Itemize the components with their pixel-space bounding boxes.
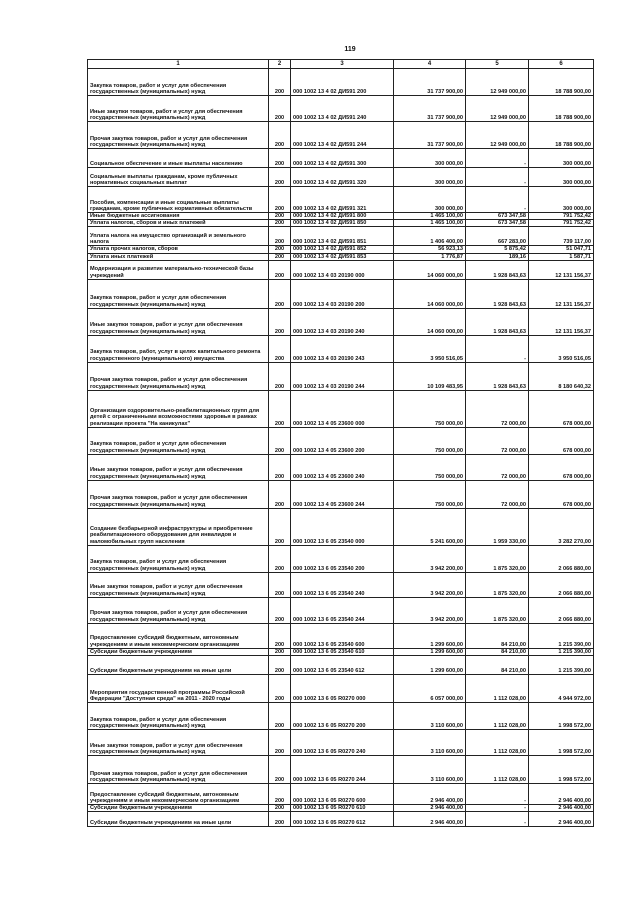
row-plan-cell: 1 465 100,00 [394, 220, 466, 227]
row-classification-cell: 000 1002 13 4 02 ДИ591 852 [291, 246, 394, 253]
row-plan-cell: 1 299 600,00 [394, 648, 466, 655]
row-name-cell: Уплата налога на имущество организаций и земельного налога [88, 227, 269, 246]
row-classification-cell: 000 1002 13 6 05 R0270 000 [291, 675, 394, 703]
row-remainder-cell: 8 180 640,32 [529, 362, 594, 390]
row-classification-cell: 000 1002 13 6 05 23540 612 [291, 656, 394, 675]
row-code-cell: 200 [269, 187, 291, 213]
table-row [88, 308, 594, 335]
row-classification-cell: 000 1002 13 6 05 R0270 244 [291, 756, 394, 784]
row-code-cell: 200 [269, 675, 291, 703]
row-classification-cell: 000 1002 13 4 02 ДИ591 800 [291, 213, 394, 220]
row-name-cell: Субсидии бюджетным учреждениям [88, 805, 269, 812]
row-executed-cell: 1 112 028,00 [466, 756, 529, 784]
row-executed-cell: 673 347,58 [466, 220, 529, 227]
row-classification-cell: 000 1002 13 4 03 20190 244 [291, 362, 394, 390]
row-remainder-cell: 678 000,00 [529, 480, 594, 508]
table-row [88, 572, 594, 597]
row-name-cell: Предоставление субсидий бюджетным, автономным учреждениям и иным некоммерческим организациям [88, 623, 269, 648]
table-row [88, 675, 594, 703]
row-classification-cell: 000 1002 13 6 05 23540 600 [291, 623, 394, 648]
row-remainder-cell: 12 131 156,37 [529, 260, 594, 279]
row-remainder-cell: 678 000,00 [529, 427, 594, 454]
row-plan-cell: 3 110 600,00 [394, 703, 466, 730]
row-name-cell: Организация оздоровительно-реабилитационных групп для детей с ограниченными возможностями здоровья в рамках реализации проекта "На каникулах" [88, 390, 269, 427]
row-executed-cell: 84 210,00 [466, 623, 529, 648]
row-plan-cell: 5 241 600,00 [394, 508, 466, 545]
row-name-cell: Социальные выплаты гражданам, кроме публичных нормативных социальных выплат [88, 168, 269, 187]
table-row [88, 784, 594, 805]
row-name-cell: Уплата иных платежей [88, 253, 269, 260]
row-code-cell: 200 [269, 480, 291, 508]
row-remainder-cell: 1 998 572,00 [529, 756, 594, 784]
row-classification-cell: 000 1002 13 4 05 23600 240 [291, 454, 394, 480]
row-plan-cell: 14 060 000,00 [394, 308, 466, 335]
row-code-cell: 200 [269, 122, 291, 149]
row-code-cell: 200 [269, 597, 291, 623]
table-row [88, 480, 594, 508]
table-row [88, 756, 594, 784]
row-plan-cell: 1 406 400,00 [394, 227, 466, 246]
row-executed-cell: 1 875 320,00 [466, 597, 529, 623]
row-remainder-cell: 1 215 390,00 [529, 648, 594, 655]
row-remainder-cell: 4 944 972,00 [529, 675, 594, 703]
row-remainder-cell: 300 000,00 [529, 149, 594, 168]
row-code-cell: 200 [269, 812, 291, 827]
row-code-cell: 200 [269, 703, 291, 730]
row-classification-cell: 000 1002 13 4 02 ДИ591 853 [291, 253, 394, 260]
row-executed-cell: 72 000,00 [466, 454, 529, 480]
table-row [88, 545, 594, 572]
row-remainder-cell: 791 752,42 [529, 213, 594, 220]
row-plan-cell: 300 000,00 [394, 149, 466, 168]
row-name-cell: Закупка товаров, работ и услуг для обеспечения государственных (муниципальных) нужд [88, 69, 269, 96]
row-remainder-cell: 1 998 572,00 [529, 730, 594, 756]
row-name-cell: Закупка товаров, работ и услуг для обеспечения государственных (муниципальных) нужд [88, 703, 269, 730]
budget-table [87, 59, 594, 827]
row-remainder-cell: 1 215 390,00 [529, 656, 594, 675]
row-classification-cell: 000 1002 13 4 02 ДИ591 321 [291, 187, 394, 213]
row-executed-cell: 84 210,00 [466, 656, 529, 675]
row-plan-cell: 3 950 516,05 [394, 335, 466, 362]
row-remainder-cell: 300 000,00 [529, 168, 594, 187]
row-code-cell: 200 [269, 168, 291, 187]
row-name-cell: Закупка товаров, работ и услуг для обеспечения государственных (муниципальных) нужд [88, 279, 269, 308]
row-executed-cell: - [466, 805, 529, 812]
row-code-cell: 200 [269, 246, 291, 253]
row-executed-cell: 84 210,00 [466, 648, 529, 655]
row-remainder-cell: 2 946 400,00 [529, 784, 594, 805]
row-classification-cell: 000 1002 13 6 05 R0270 600 [291, 784, 394, 805]
row-remainder-cell: 3 282 270,00 [529, 508, 594, 545]
row-name-cell: Иные закупки товаров, работ и услуг для обеспечения государственных (муниципальных) нужд [88, 308, 269, 335]
table-row [88, 390, 594, 427]
table-row [88, 805, 594, 812]
row-classification-cell: 000 1002 13 4 02 ДИ591 200 [291, 69, 394, 96]
row-code-cell: 200 [269, 220, 291, 227]
row-name-cell: Иные закупки товаров, работ и услуг для обеспечения государственных (муниципальных) нужд [88, 454, 269, 480]
row-executed-cell: - [466, 168, 529, 187]
row-executed-cell: - [466, 149, 529, 168]
row-code-cell: 200 [269, 572, 291, 597]
row-classification-cell: 000 1002 13 6 05 23540 240 [291, 572, 394, 597]
row-classification-cell: 000 1002 13 6 05 R0270 200 [291, 703, 394, 730]
table-row [88, 246, 594, 253]
column-header: 5 [466, 60, 529, 69]
table-row [88, 812, 594, 827]
row-executed-cell: 1 112 028,00 [466, 703, 529, 730]
row-name-cell: Иные закупки товаров, работ и услуг для обеспечения государственных (муниципальных) нужд [88, 730, 269, 756]
row-executed-cell: - [466, 335, 529, 362]
row-code-cell: 200 [269, 756, 291, 784]
row-name-cell: Прочая закупка товаров, работ и услуг для обеспечения государственных (муниципальных) нужд [88, 362, 269, 390]
row-name-cell: Субсидии бюджетным учреждениям на иные цели [88, 812, 269, 827]
row-executed-cell: 1 928 843,63 [466, 279, 529, 308]
row-code-cell: 200 [269, 227, 291, 246]
row-executed-cell: - [466, 187, 529, 213]
row-executed-cell: 189,16 [466, 253, 529, 260]
table-row [88, 122, 594, 149]
row-code-cell: 200 [269, 623, 291, 648]
row-name-cell: Иные бюджетные ассигнования [88, 213, 269, 220]
table-row [88, 597, 594, 623]
row-plan-cell: 750 000,00 [394, 480, 466, 508]
row-executed-cell: 1 959 330,00 [466, 508, 529, 545]
column-header: 3 [291, 60, 394, 69]
table-row [88, 454, 594, 480]
row-code-cell: 200 [269, 69, 291, 96]
row-name-cell: Социальное обеспечение и иные выплаты населению [88, 149, 269, 168]
row-code-cell: 200 [269, 279, 291, 308]
table-row [88, 508, 594, 545]
row-plan-cell: 750 000,00 [394, 454, 466, 480]
row-classification-cell: 000 1002 13 6 05 23540 200 [291, 545, 394, 572]
row-classification-cell: 000 1002 13 6 05 23540 244 [291, 597, 394, 623]
row-remainder-cell: 18 788 900,00 [529, 122, 594, 149]
row-executed-cell: 72 000,00 [466, 480, 529, 508]
row-name-cell: Модернизация и развитие материально-технической базы учреждений [88, 260, 269, 279]
row-remainder-cell: 1 587,71 [529, 253, 594, 260]
row-plan-cell: 3 942 200,00 [394, 545, 466, 572]
row-classification-cell: 000 1002 13 4 02 ДИ591 850 [291, 220, 394, 227]
table-row [88, 648, 594, 655]
row-plan-cell: 1 299 600,00 [394, 656, 466, 675]
row-classification-cell: 000 1002 13 4 02 ДИ591 851 [291, 227, 394, 246]
row-remainder-cell: 3 950 516,05 [529, 335, 594, 362]
row-plan-cell: 14 060 000,00 [394, 279, 466, 308]
row-remainder-cell: 2 946 400,00 [529, 805, 594, 812]
row-executed-cell: - [466, 812, 529, 827]
row-code-cell: 200 [269, 648, 291, 655]
table-row [88, 335, 594, 362]
row-name-cell: Прочая закупка товаров, работ и услуг для обеспечения государственных (муниципальных) нужд [88, 756, 269, 784]
row-plan-cell: 300 000,00 [394, 187, 466, 213]
row-plan-cell: 3 942 200,00 [394, 572, 466, 597]
row-plan-cell: 1 299 600,00 [394, 623, 466, 648]
row-name-cell: Иные закупки товаров, работ и услуг для обеспечения государственных (муниципальных) нужд [88, 96, 269, 122]
row-remainder-cell: 18 788 900,00 [529, 69, 594, 96]
row-name-cell: Уплата прочих налогов, сборов [88, 246, 269, 253]
row-remainder-cell: 678 000,00 [529, 390, 594, 427]
column-header: 4 [394, 60, 466, 69]
row-executed-cell: 1 875 320,00 [466, 572, 529, 597]
table-row [88, 279, 594, 308]
row-code-cell: 200 [269, 96, 291, 122]
table-row [88, 187, 594, 213]
row-name-cell: Прочая закупка товаров, работ и услуг для обеспечения государственных (муниципальных) нужд [88, 480, 269, 508]
table-row [88, 213, 594, 220]
table-row [88, 227, 594, 246]
column-header: 2 [269, 60, 291, 69]
table-row [88, 656, 594, 675]
row-classification-cell: 000 1002 13 4 05 23600 000 [291, 390, 394, 427]
row-executed-cell: 12 949 000,00 [466, 122, 529, 149]
row-classification-cell: 000 1002 13 4 05 23600 200 [291, 427, 394, 454]
row-executed-cell: 1 928 843,63 [466, 362, 529, 390]
table-row [88, 69, 594, 96]
row-remainder-cell: 678 000,00 [529, 454, 594, 480]
row-executed-cell: 1 928 843,63 [466, 308, 529, 335]
table-row [88, 362, 594, 390]
row-code-cell: 200 [269, 149, 291, 168]
row-plan-cell: 31 737 900,00 [394, 96, 466, 122]
row-name-cell: Мероприятия государственной программы Российской Федерации "Доступная среда" на 2011 - 2020 годы [88, 675, 269, 703]
row-name-cell: Прочая закупка товаров, работ и услуг для обеспечения государственных (муниципальных) нужд [88, 122, 269, 149]
row-classification-cell: 000 1002 13 4 05 23600 244 [291, 480, 394, 508]
row-executed-cell: 1 875 320,00 [466, 545, 529, 572]
row-classification-cell: 000 1002 13 4 02 ДИ591 244 [291, 122, 394, 149]
row-code-cell: 200 [269, 427, 291, 454]
row-classification-cell: 000 1002 13 6 05 R0270 612 [291, 812, 394, 827]
row-plan-cell: 56 923,13 [394, 246, 466, 253]
row-remainder-cell: 12 131 156,37 [529, 308, 594, 335]
table-row [88, 703, 594, 730]
row-code-cell: 200 [269, 784, 291, 805]
row-name-cell: Прочая закупка товаров, работ и услуг для обеспечения государственных (муниципальных) нужд [88, 597, 269, 623]
row-executed-cell: 12 949 000,00 [466, 96, 529, 122]
row-code-cell: 200 [269, 805, 291, 812]
row-executed-cell: 12 949 000,00 [466, 69, 529, 96]
row-plan-cell: 750 000,00 [394, 390, 466, 427]
row-executed-cell: 1 112 028,00 [466, 675, 529, 703]
row-name-cell: Уплата налогов, сборов и иных платежей [88, 220, 269, 227]
row-name-cell: Закупка товаров, работ, услуг в целях капитального ремонта государственного (муниципального) имущества [88, 335, 269, 362]
row-remainder-cell: 2 066 880,00 [529, 572, 594, 597]
row-executed-cell: 72 000,00 [466, 390, 529, 427]
row-classification-cell: 000 1002 13 6 05 R0270 240 [291, 730, 394, 756]
row-executed-cell: - [466, 784, 529, 805]
row-classification-cell: 000 1002 13 4 02 ДИ591 300 [291, 149, 394, 168]
row-executed-cell: 673 347,58 [466, 213, 529, 220]
row-executed-cell: 1 112 028,00 [466, 730, 529, 756]
column-header: 6 [529, 60, 594, 69]
row-plan-cell: 3 110 600,00 [394, 730, 466, 756]
row-classification-cell: 000 1002 13 6 05 23540 610 [291, 648, 394, 655]
row-remainder-cell: 1 215 390,00 [529, 623, 594, 648]
row-code-cell: 200 [269, 213, 291, 220]
row-remainder-cell: 2 946 400,00 [529, 812, 594, 827]
row-name-cell: Субсидии бюджетным учреждениям на иные цели [88, 656, 269, 675]
row-plan-cell: 10 109 483,95 [394, 362, 466, 390]
table-row [88, 220, 594, 227]
row-plan-cell: 2 946 400,00 [394, 812, 466, 827]
row-code-cell: 200 [269, 362, 291, 390]
row-name-cell: Иные закупки товаров, работ и услуг для обеспечения государственных (муниципальных) нужд [88, 572, 269, 597]
row-remainder-cell: 1 998 572,00 [529, 703, 594, 730]
row-name-cell: Создание безбарьерной инфраструктуры и приобретение реабилитационного оборудования для инвалидов и маломобильных групп населения [88, 508, 269, 545]
row-code-cell: 200 [269, 260, 291, 279]
row-executed-cell: 667 283,00 [466, 227, 529, 246]
row-name-cell: Закупка товаров, работ и услуг для обеспечения государственных (муниципальных) нужд [88, 545, 269, 572]
table-row [88, 623, 594, 648]
row-code-cell: 200 [269, 308, 291, 335]
row-remainder-cell: 791 752,42 [529, 220, 594, 227]
row-plan-cell: 1 465 100,00 [394, 213, 466, 220]
row-code-cell: 200 [269, 508, 291, 545]
row-plan-cell: 2 946 400,00 [394, 784, 466, 805]
row-classification-cell: 000 1002 13 4 03 20190 200 [291, 279, 394, 308]
row-code-cell: 200 [269, 656, 291, 675]
row-plan-cell: 31 737 900,00 [394, 122, 466, 149]
row-name-cell: Субсидии бюджетным учреждениям [88, 648, 269, 655]
row-classification-cell: 000 1002 13 6 05 23540 000 [291, 508, 394, 545]
row-code-cell: 200 [269, 730, 291, 756]
row-plan-cell: 300 000,00 [394, 168, 466, 187]
row-remainder-cell: 51 047,71 [529, 246, 594, 253]
row-remainder-cell: 2 066 880,00 [529, 597, 594, 623]
row-plan-cell: 14 060 000,00 [394, 260, 466, 279]
row-remainder-cell: 12 131 156,37 [529, 279, 594, 308]
table-row [88, 427, 594, 454]
row-executed-cell: 72 000,00 [466, 427, 529, 454]
row-code-cell: 200 [269, 390, 291, 427]
row-classification-cell: 000 1002 13 4 03 20190 000 [291, 260, 394, 279]
row-remainder-cell: 2 066 880,00 [529, 545, 594, 572]
table-header-row [88, 60, 594, 69]
row-name-cell: Пособия, компенсации и иные социальные выплаты гражданам, кроме публичных нормативных обязательств [88, 187, 269, 213]
table-row [88, 96, 594, 122]
row-classification-cell: 000 1002 13 4 02 ДИ591 320 [291, 168, 394, 187]
table-row [88, 168, 594, 187]
row-name-cell: Предоставление субсидий бюджетным, автономным учреждениям и иным некоммерческим организациям [88, 784, 269, 805]
row-remainder-cell: 300 000,00 [529, 187, 594, 213]
row-classification-cell: 000 1002 13 6 05 R0270 610 [291, 805, 394, 812]
row-name-cell: Закупка товаров, работ и услуг для обеспечения государственных (муниципальных) нужд [88, 427, 269, 454]
row-executed-cell: 5 875,42 [466, 246, 529, 253]
table-row [88, 149, 594, 168]
table-row [88, 260, 594, 279]
row-classification-cell: 000 1002 13 4 02 ДИ591 240 [291, 96, 394, 122]
row-code-cell: 200 [269, 545, 291, 572]
row-remainder-cell: 18 788 900,00 [529, 96, 594, 122]
row-plan-cell: 31 737 900,00 [394, 69, 466, 96]
row-plan-cell: 2 946 400,00 [394, 805, 466, 812]
row-code-cell: 200 [269, 454, 291, 480]
row-classification-cell: 000 1002 13 4 03 20190 243 [291, 335, 394, 362]
row-remainder-cell: 739 117,00 [529, 227, 594, 246]
row-plan-cell: 3 110 600,00 [394, 756, 466, 784]
row-code-cell: 200 [269, 335, 291, 362]
row-classification-cell: 000 1002 13 4 03 20190 240 [291, 308, 394, 335]
column-header: 1 [88, 60, 269, 69]
table-row [88, 730, 594, 756]
table-row [88, 253, 594, 260]
row-plan-cell: 6 057 000,00 [394, 675, 466, 703]
row-plan-cell: 1 776,87 [394, 253, 466, 260]
row-code-cell: 200 [269, 253, 291, 260]
row-plan-cell: 3 942 200,00 [394, 597, 466, 623]
page-number: 119 [344, 46, 356, 53]
row-executed-cell: 1 928 843,63 [466, 260, 529, 279]
row-plan-cell: 750 000,00 [394, 427, 466, 454]
